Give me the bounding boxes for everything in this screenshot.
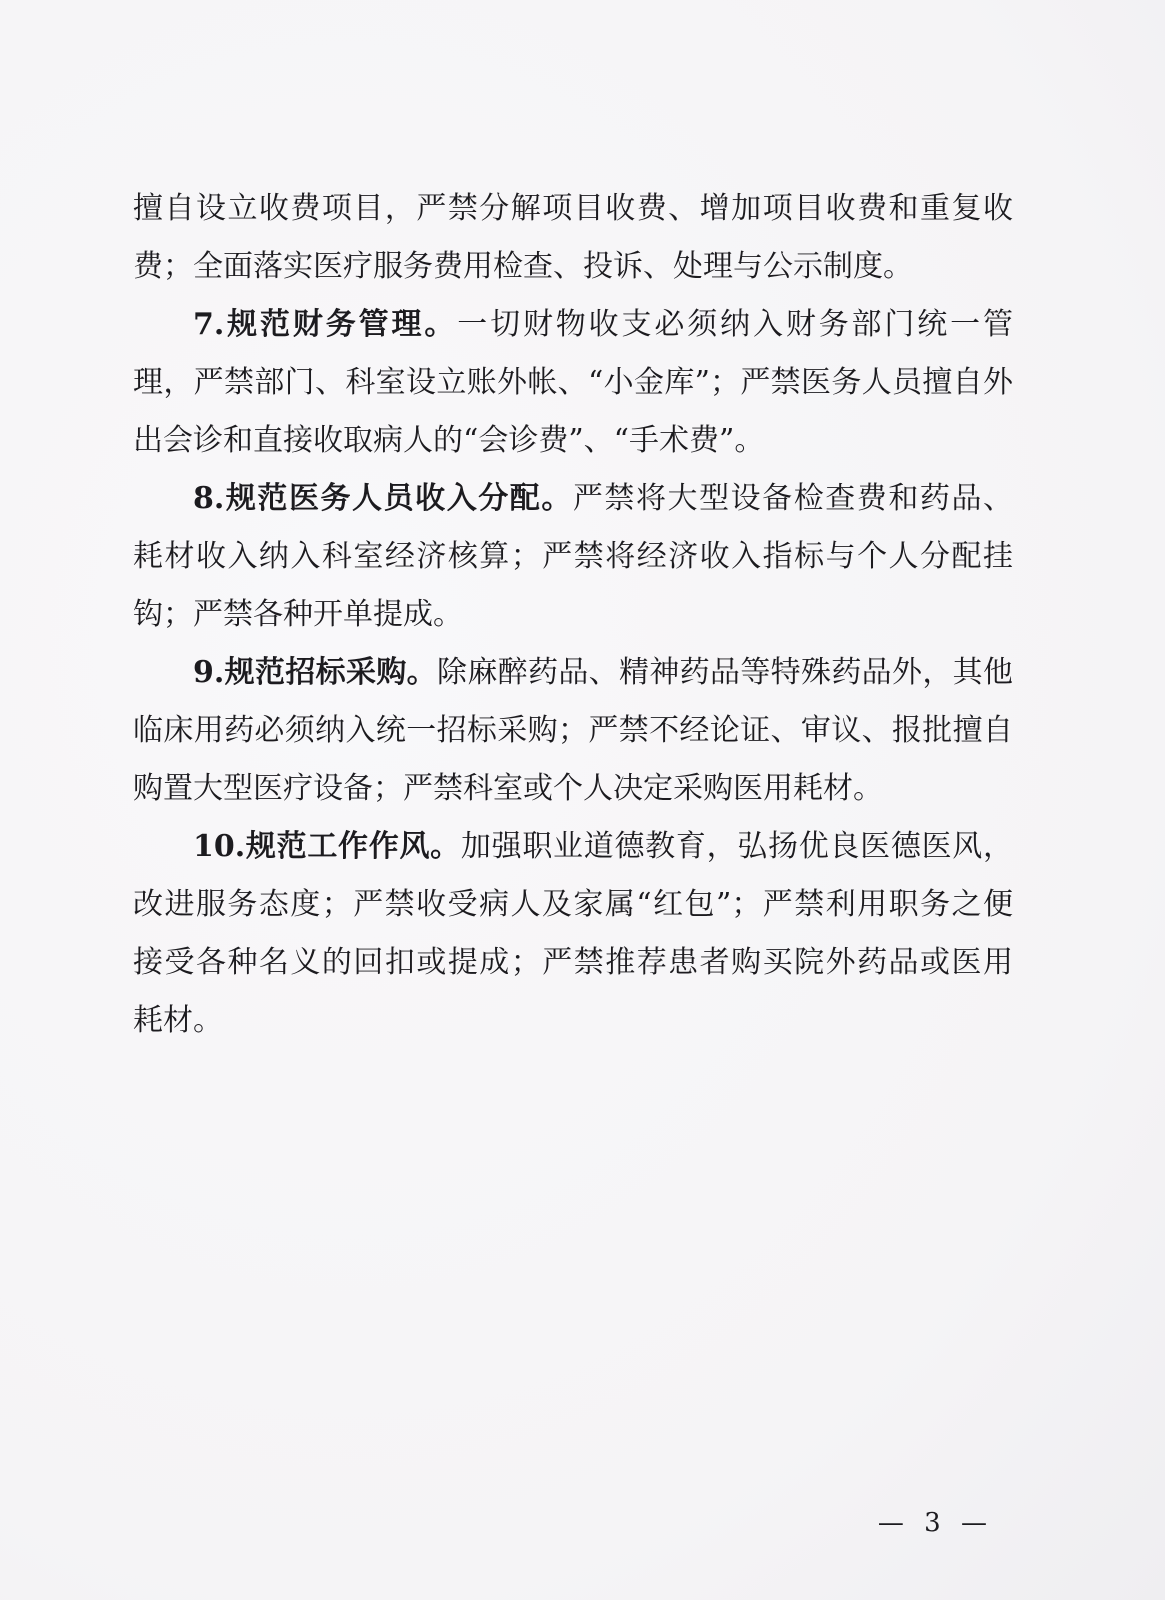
text-line: 费；全面落实医疗服务费用检查、投诉、处理与公示制度。 <box>133 249 913 284</box>
text-line: 临床用药必须纳入统一招标采购；严禁不经论证、审议、报批擅自 <box>133 713 1013 748</box>
paragraph-6-continued <box>133 180 1013 296</box>
text-line <box>133 818 1013 876</box>
page-number: — 3 — <box>877 1508 993 1538</box>
paragraph-8 <box>133 470 1013 644</box>
text-run: 严禁将大型设备检查费和药品、 <box>572 481 1013 516</box>
text-run: 一切财物收支必须纳入财务部门统一管 <box>457 307 1013 342</box>
text-line: 耗材。 <box>133 1003 223 1038</box>
text-line: 理，严禁部门、科室设立账外帐、“小金库”；严禁医务人员擅自外 <box>133 365 1013 400</box>
paragraph-9 <box>133 644 1013 818</box>
paragraph-10 <box>133 818 1013 1050</box>
text-line <box>133 644 1013 702</box>
paragraph-7 <box>133 296 1013 470</box>
text-line: 擅自设立收费项目，严禁分解项目收费、增加项目收费和重复收 <box>133 191 1013 226</box>
paragraph-heading: 8.规范医务人员收入分配。 <box>193 481 573 516</box>
text-line: 耗材收入纳入科室经济核算；严禁将经济收入指标与个人分配挂 <box>133 539 1013 574</box>
text-line: 接受各种名义的回扣或提成；严禁推荐患者购买院外药品或医用 <box>133 945 1013 980</box>
text-line <box>133 470 1013 528</box>
text-line <box>133 296 1013 354</box>
paragraph-heading: 7.规范财务管理。 <box>193 307 458 342</box>
text-run: 加强职业道德教育，弘扬优良医德医风， <box>460 829 1013 864</box>
paragraph-heading: 9.规范招标采购。 <box>193 655 437 690</box>
text-run: 除麻醉药品、精神药品等特殊药品外，其他 <box>437 655 1014 690</box>
text-line: 出会诊和直接收取病人的“会诊费”、“手术费”。 <box>133 423 765 458</box>
text-line: 购置大型医疗设备；严禁科室或个人决定采购医用耗材。 <box>133 771 883 806</box>
text-line: 改进服务态度；严禁收受病人及家属“红包”；严禁利用职务之便 <box>133 887 1013 922</box>
text-line: 钩；严禁各种开单提成。 <box>133 597 463 632</box>
paragraph-heading: 10.规范工作作风。 <box>193 829 461 864</box>
document-body <box>133 180 1013 1050</box>
